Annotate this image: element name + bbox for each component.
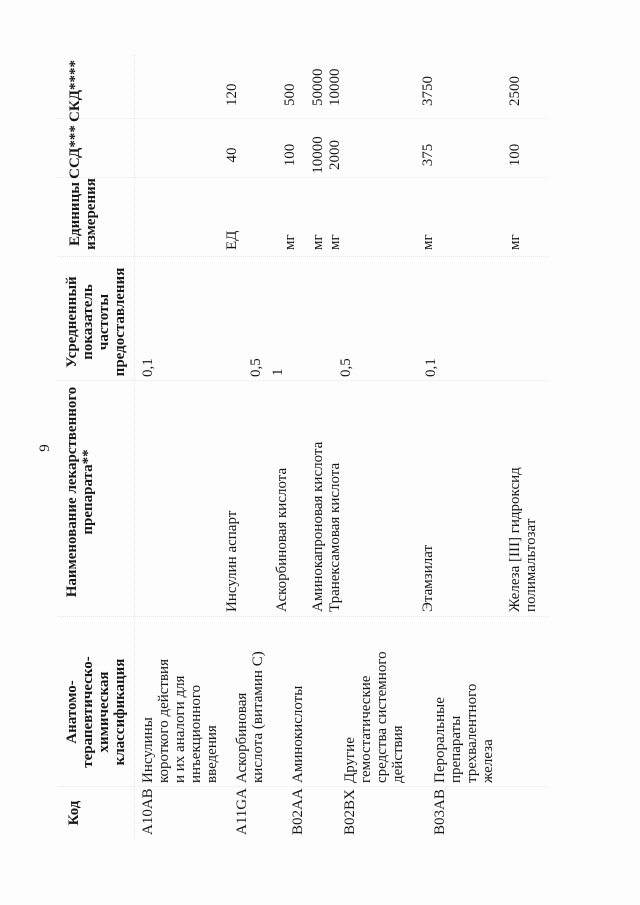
atc-line: железа (480, 739, 496, 783)
header-line: Анатомо- (64, 680, 80, 744)
units-value: мг (282, 234, 298, 250)
frequency-value: 0,1 (140, 358, 156, 377)
atc-code: B02AA (290, 788, 306, 835)
header-ssd: ССД*** (67, 125, 83, 179)
header-line: частоты (96, 293, 112, 351)
drug-name-line: полимальтозат (523, 518, 539, 612)
header-line: Усредненный (64, 276, 80, 368)
atc-code: B03AB (432, 789, 448, 835)
atc-line: короткого действия (156, 659, 172, 783)
atc-line: действия (390, 725, 406, 783)
table-gridline (58, 616, 548, 617)
ssd-value: 100 (282, 143, 298, 167)
atc-line: и их аналоги для (172, 675, 188, 783)
units-value: мг (420, 234, 436, 250)
skd-value: 50000 (310, 68, 326, 106)
atc-line: гемостатические (358, 675, 374, 783)
ssd-value: 100 (507, 143, 523, 167)
skd-value: 120 (224, 83, 240, 106)
header-code: Код (66, 800, 82, 826)
header-line: классификация (112, 658, 128, 766)
ssd-value: 40 (224, 147, 240, 163)
drug-name: Аскорбиновая кислота (274, 467, 290, 612)
atc-line: Пероральные (432, 697, 448, 783)
atc-code: A10AB (140, 788, 156, 835)
drug-name: Аминокапроновая кислота (310, 441, 326, 612)
table-gridline (58, 786, 548, 787)
header-line: предоставления (112, 267, 128, 377)
atc-classification (290, 686, 306, 783)
header-drug-name (64, 387, 96, 598)
units-value: мг (327, 234, 343, 250)
atc-classification (234, 651, 266, 783)
table-gridline (134, 55, 135, 839)
drug-name: Инсулин аспарт (224, 510, 240, 612)
header-line: Единицы (67, 182, 83, 246)
header-line: Наименование лекарственного (64, 386, 80, 598)
atc-code: A11GA (234, 788, 250, 835)
header-line: измерения (83, 178, 99, 250)
table-gridline (58, 256, 548, 257)
table-gridline (58, 118, 548, 119)
frequency-value: 0,5 (248, 358, 264, 377)
header-line: химическая (96, 671, 112, 753)
atc-classification (432, 684, 496, 783)
frequency-value: 0,5 (338, 358, 354, 377)
atc-line: Аминокислоты (290, 685, 306, 783)
header-frequency (64, 268, 128, 377)
header-line: терапевтическо- (80, 656, 96, 768)
units-value: мг (507, 234, 523, 250)
table-gridline (58, 177, 548, 178)
atc-line: Инсулины (140, 717, 156, 783)
atc-line: средства системного (374, 651, 390, 783)
units-value: ЕД (224, 230, 240, 250)
atc-line: инъекционного (188, 684, 204, 783)
atc-line: препараты (448, 715, 464, 783)
skd-value: 2500 (507, 76, 523, 106)
table-gridline (58, 380, 548, 381)
drug-name: Этамзилат (420, 544, 436, 612)
atc-classification (342, 651, 406, 783)
skd-value: 500 (282, 83, 298, 106)
atc-classification (140, 659, 220, 783)
frequency-value: 0,1 (423, 358, 439, 377)
ssd-value: 2000 (327, 140, 343, 170)
page-number: 9 (37, 444, 53, 452)
atc-line: кислота (витамин С) (250, 651, 266, 783)
drug-name (507, 467, 539, 612)
atc-line: Другие (342, 737, 358, 783)
skd-value: 3750 (420, 76, 436, 106)
ssd-value: 375 (420, 143, 436, 167)
drug-name: Транексамовая кислота (327, 462, 343, 612)
frequency-value: 1 (270, 368, 286, 376)
header-units (67, 178, 99, 250)
header-skd: СКД**** (67, 59, 83, 123)
atc-line: Аскорбиновая (234, 692, 250, 783)
drug-name-line: Железа [III] гидроксид (507, 467, 523, 612)
units-value: мг (310, 234, 326, 250)
ssd-value: 10000 (310, 136, 326, 174)
header-atc-classification (64, 656, 128, 768)
header-line: препарата** (80, 449, 96, 535)
atc-line: трехвалентного (464, 683, 480, 783)
atc-line: введения (204, 725, 220, 783)
atc-code: B02BX (342, 789, 358, 835)
skd-value: 10000 (327, 68, 343, 106)
header-line: показатель (80, 284, 96, 360)
